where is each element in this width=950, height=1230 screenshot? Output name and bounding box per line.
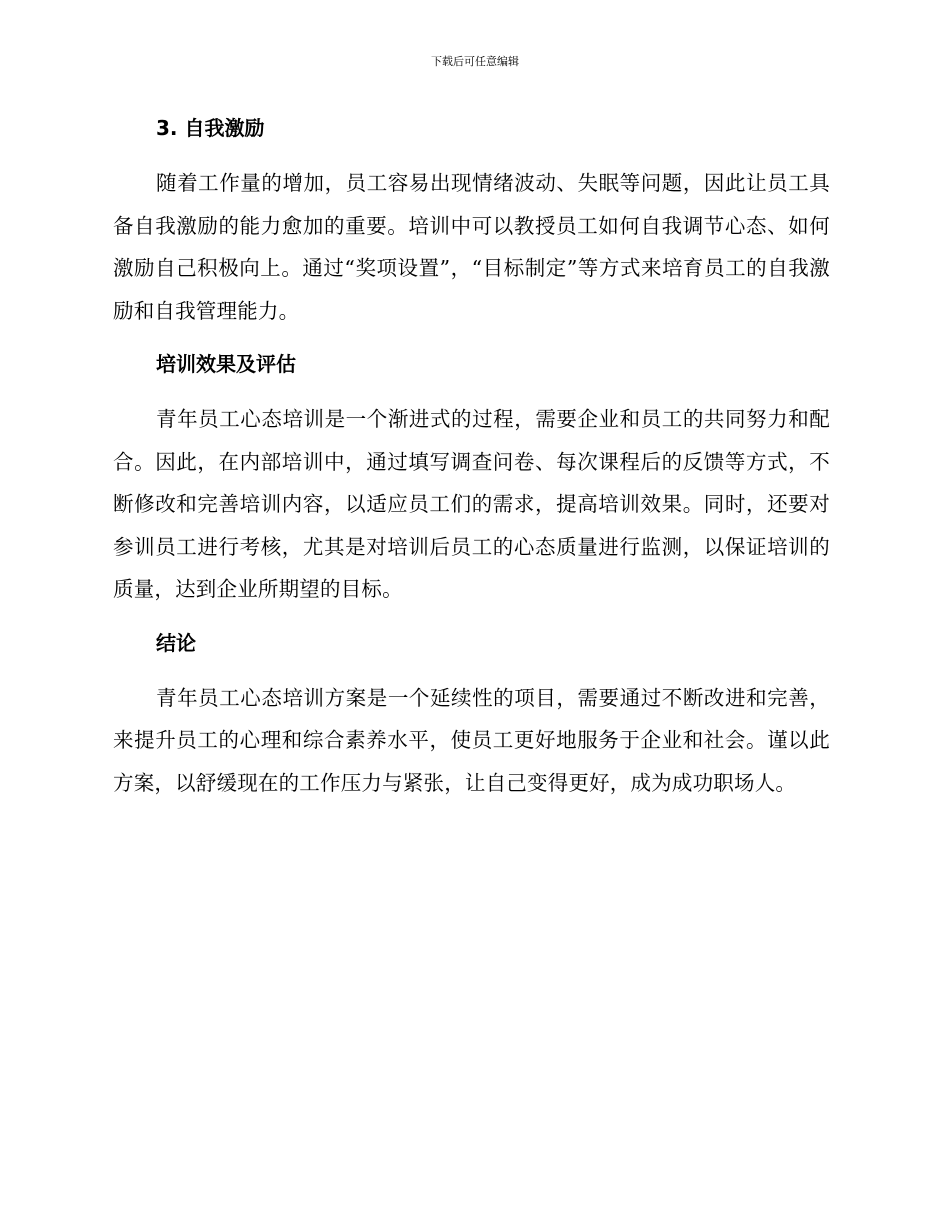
section-paragraph-evaluation: 青年员工心态培训是一个渐进式的过程，需要企业和员工的共同努力和配合。因此，在内部培训中，通过填写调查问卷、每次课程后的反馈等方式，不断修改和完善培训内容，以适应员工们的需求，提高培训效果。同时，还要对参训员工进行考核，尤其是对培训后员工的心态质量进行监测，以保证培训的质量，达到企业所期望的目标。 — [113, 407, 830, 601]
section-heading-conclusion: 结论 — [156, 630, 196, 655]
section-paragraph-self-motivation: 随着工作量的增加，员工容易出现情绪波动、失眠等问题，因此让员工具备自我激励的能力愈加的重要。培训中可以教授员工如何自我调节心态、如何激励自己积极向上。通过“奖项设置”，“目标制定”等方式来培育员工的自我激励和自我管理能力。 — [113, 171, 830, 323]
section-heading-evaluation: 培训效果及评估 — [156, 352, 296, 376]
section-heading-self-motivation: 3. 自我激励 — [156, 116, 265, 140]
section-paragraph-conclusion: 青年员工心态培训方案是一个延续性的项目，需要通过不断改进和完善，来提升员工的心理和综合素养水平，使员工更好地服务于企业和社会。谨以此方案，以舒缓现在的工作压力与紧张，让自己变得更好，成为成功职场人。 — [113, 685, 830, 795]
page-header-note: 下载后可任意编辑 — [431, 55, 519, 68]
document-body — [113, 108, 830, 804]
